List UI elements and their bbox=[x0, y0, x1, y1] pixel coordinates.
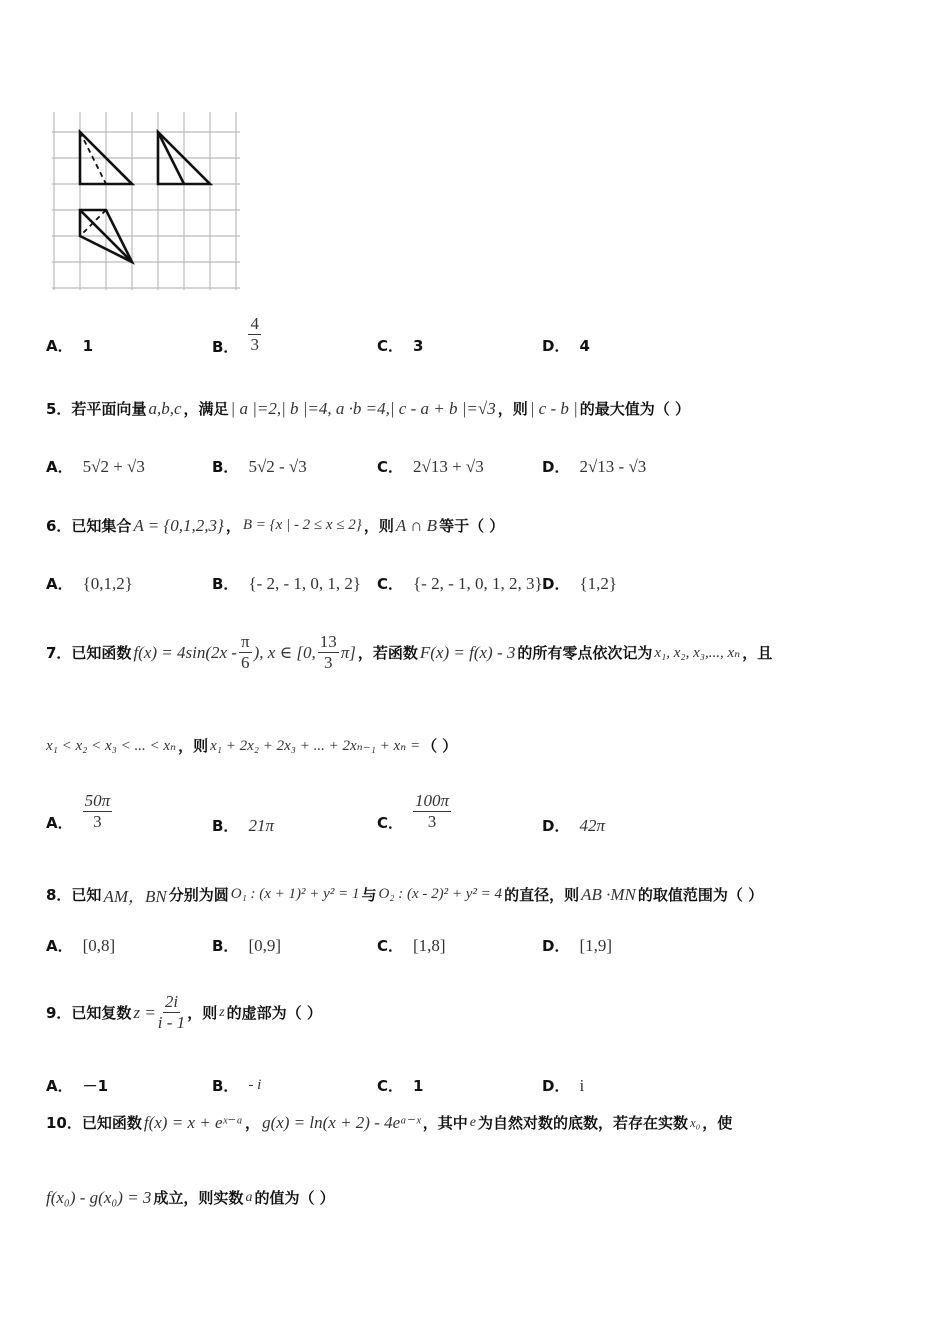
option-label: B． bbox=[212, 338, 239, 356]
option-label: C． bbox=[377, 575, 404, 593]
option-value: 2√13 + √3 bbox=[413, 456, 484, 476]
q5-text-3: ，则 bbox=[497, 400, 528, 418]
q6-option-a[interactable] bbox=[46, 573, 133, 594]
option-label: B． bbox=[212, 458, 239, 476]
q7-option-a[interactable] bbox=[46, 790, 112, 833]
q5-text-1: 5．若平面向量 bbox=[46, 400, 147, 418]
option-value: 5√2 + √3 bbox=[82, 456, 145, 476]
q10-text-1: 10．已知函数 bbox=[46, 1114, 142, 1132]
q9-option-d[interactable] bbox=[542, 1075, 584, 1096]
question-10 bbox=[46, 1112, 732, 1133]
q10-text-6: 成立，则实数 bbox=[153, 1189, 244, 1207]
question-5 bbox=[46, 398, 690, 419]
numerator: 100π bbox=[415, 791, 450, 810]
option-value: 21π bbox=[248, 815, 274, 835]
numerator: 50π bbox=[84, 791, 111, 810]
option-label: D． bbox=[542, 1077, 570, 1095]
option-value: [1,8] bbox=[413, 935, 446, 955]
q10-math-f: f(x) = x + eˣ⁻ᵃ bbox=[143, 1112, 244, 1132]
q8-option-d[interactable] bbox=[542, 935, 612, 956]
q8-text-2: 分别为圆 bbox=[168, 886, 229, 904]
q5-option-c[interactable] bbox=[377, 456, 484, 477]
q7-text-6: （ ） bbox=[422, 737, 458, 755]
q9-text-3: 的虚部为（ ） bbox=[226, 1004, 322, 1022]
q10-math-condition: f(x₀) - g(x₀) = 3 bbox=[46, 1187, 152, 1207]
option-label: C． bbox=[377, 814, 404, 832]
q4-option-d[interactable] bbox=[542, 335, 590, 356]
q7-math-sum: x₁ + 2x₂ + 2x₃ + ... + 2xₙ₋₁ + xₙ = bbox=[210, 738, 421, 754]
option-label: B． bbox=[212, 817, 239, 835]
option-value: - i bbox=[248, 1077, 262, 1093]
option-value: [0,8] bbox=[82, 935, 116, 955]
option-value: 3 bbox=[413, 336, 424, 355]
q5-math-target: | c - b | bbox=[529, 398, 578, 418]
q6-math-intersection: A ∩ B bbox=[395, 515, 438, 535]
q8-text-5: 的取值范围为（ ） bbox=[637, 886, 764, 904]
q5-option-b[interactable] bbox=[212, 456, 307, 477]
question-7-line-2 bbox=[46, 735, 457, 756]
q9-text-1: 9．已知复数 bbox=[46, 1004, 132, 1022]
denominator: 3 bbox=[250, 335, 259, 354]
q6-option-c[interactable] bbox=[377, 573, 543, 594]
numerator: 2i bbox=[164, 992, 179, 1011]
q10-math-e: e bbox=[469, 1114, 476, 1130]
q9-fraction bbox=[158, 992, 185, 1033]
option-label: A． bbox=[46, 1077, 73, 1095]
q6-text-3: ，则 bbox=[363, 517, 394, 535]
option-value: 2√13 - √3 bbox=[579, 456, 647, 476]
q7-fraction-pi-6 bbox=[239, 632, 252, 673]
q7-text-5: ，则 bbox=[178, 737, 209, 755]
option-value: {- 2, - 1, 0, 1, 2, 3} bbox=[413, 573, 543, 593]
q10-text-3: ，其中 bbox=[422, 1114, 468, 1132]
option-label: D． bbox=[542, 458, 570, 476]
q7-math-zeros: x₁, x₂, x₃,..., xₙ bbox=[654, 645, 741, 661]
fraction bbox=[248, 314, 261, 355]
q10-math-a: a bbox=[245, 1189, 253, 1205]
option-value: [1,9] bbox=[579, 935, 613, 955]
q7-text-2: ，若函数 bbox=[357, 644, 418, 662]
q6-math-set-a: A = {0,1,2,3} bbox=[133, 515, 224, 535]
option-value: 5√2 - √3 bbox=[248, 456, 307, 476]
q8-math-circle-1: O₁ : (x + 1)² + y² = 1 bbox=[230, 886, 360, 902]
q6-text-2: ， bbox=[225, 517, 241, 535]
q6-math-set-b: B = {x | - 2 ≤ x ≤ 2} bbox=[242, 517, 362, 533]
q7-math-f-part1: f(x) = 4sin(2x - bbox=[133, 642, 237, 662]
numerator: 4 bbox=[250, 314, 259, 333]
option-label: D． bbox=[542, 575, 570, 593]
option-label: C． bbox=[377, 337, 404, 355]
q5-text-4: 的最大值为（ ） bbox=[579, 400, 691, 418]
q9-text-2: ，则 bbox=[187, 1004, 218, 1022]
q8-text-4: 的直径，则 bbox=[504, 886, 580, 904]
q7-math-f-part3: π] bbox=[340, 642, 356, 662]
q6-text-4: 等于（ ） bbox=[439, 517, 505, 535]
option-value: －1 bbox=[82, 1077, 109, 1095]
q6-option-b[interactable] bbox=[212, 573, 361, 594]
q8-math-circle-2: O₂ : (x - 2)² + y² = 4 bbox=[378, 886, 503, 902]
option-value: 1 bbox=[82, 336, 94, 355]
option-label: A． bbox=[46, 458, 73, 476]
option-label: A． bbox=[46, 937, 73, 955]
q7-text-1: 7．已知函数 bbox=[46, 644, 132, 662]
q9-option-b[interactable] bbox=[212, 1075, 261, 1096]
q9-option-a[interactable] bbox=[46, 1075, 108, 1096]
option-label: D． bbox=[542, 337, 570, 355]
q8-option-c[interactable] bbox=[377, 935, 446, 956]
option-label: D． bbox=[542, 817, 570, 835]
q10-text-4: 为自然对数的底数，若存在实数 bbox=[477, 1114, 688, 1132]
q5-option-d[interactable] bbox=[542, 456, 646, 477]
option-value: 4 bbox=[579, 336, 590, 355]
q7-text-4: ，且 bbox=[742, 644, 773, 662]
q10-text-5: ，使 bbox=[702, 1114, 733, 1132]
option-label: B． bbox=[212, 575, 239, 593]
option-value: {- 2, - 1, 0, 1, 2} bbox=[248, 573, 362, 593]
question-9 bbox=[46, 992, 322, 1033]
option-label: A． bbox=[46, 814, 73, 832]
q9-math-z2: z bbox=[219, 1004, 225, 1020]
option-label: C． bbox=[377, 1077, 404, 1095]
q5-math-vectors: a,b,c bbox=[148, 398, 182, 418]
question-8 bbox=[46, 882, 763, 907]
q7-math-order: x₁ < x₂ < x₃ < ... < xₙ bbox=[46, 738, 177, 754]
q9-math-z: z = bbox=[133, 1002, 156, 1022]
question-7 bbox=[46, 632, 772, 673]
q5-math-conditions: | a |=2,| b |=4, a ·b =4,| c - a + b |=√3 bbox=[230, 398, 496, 418]
q10-math-x0: x₀ bbox=[689, 1114, 701, 1130]
q6-option-d[interactable] bbox=[542, 573, 617, 594]
option-value: 42π bbox=[579, 815, 605, 835]
q8-math-dot-product: AB ·MN bbox=[581, 884, 636, 904]
q7-math-F: F(x) = f(x) - 3 bbox=[419, 642, 516, 662]
denominator: 3 bbox=[323, 653, 333, 672]
q4-option-b[interactable] bbox=[212, 312, 261, 357]
question-6 bbox=[46, 515, 504, 536]
denominator: 3 bbox=[93, 812, 102, 831]
denominator: 6 bbox=[241, 653, 250, 672]
numerator: π bbox=[240, 632, 250, 651]
option-label: C． bbox=[377, 937, 404, 955]
denominator: 3 bbox=[427, 812, 437, 831]
q8-option-a[interactable] bbox=[46, 935, 115, 956]
option-value: {1,2} bbox=[579, 573, 618, 593]
option-label: B． bbox=[212, 937, 239, 955]
q7-option-c[interactable] bbox=[377, 790, 451, 833]
option-label: A． bbox=[46, 337, 73, 355]
option-value: i bbox=[579, 1075, 585, 1095]
option-value: [0,9] bbox=[248, 935, 282, 955]
question-10-line-2 bbox=[46, 1187, 335, 1208]
q8-math-diameters: AM，BN bbox=[103, 887, 167, 906]
three-view-figure bbox=[52, 112, 242, 292]
q7-text-3: 的所有零点依次记为 bbox=[517, 644, 653, 662]
option-label: A． bbox=[46, 575, 73, 593]
option-value: {0,1,2} bbox=[82, 573, 133, 593]
option-label: C． bbox=[377, 458, 404, 476]
q5-option-a[interactable] bbox=[46, 456, 145, 477]
q9-option-c[interactable] bbox=[377, 1075, 423, 1096]
q8-option-b[interactable] bbox=[212, 935, 281, 956]
numerator: 13 bbox=[319, 632, 337, 651]
q8-text-3: 与 bbox=[361, 886, 377, 904]
q7-option-b[interactable] bbox=[212, 815, 274, 836]
q10-text-7: 的值为（ ） bbox=[254, 1189, 335, 1207]
q6-text-1: 6．已知集合 bbox=[46, 517, 132, 535]
q5-text-2: ，满足 bbox=[183, 400, 229, 418]
q10-math-g: g(x) = ln(x + 2) - 4eᵃ⁻ˣ bbox=[262, 1112, 421, 1132]
option-label: B． bbox=[212, 1077, 239, 1095]
q7-option-d[interactable] bbox=[542, 815, 605, 836]
q4-option-a[interactable] bbox=[46, 335, 93, 356]
q10-text-2: ， bbox=[245, 1114, 261, 1132]
option-label: D． bbox=[542, 937, 570, 955]
q7-math-f-part2: ), x ∈ [0, bbox=[253, 642, 316, 662]
q8-text-1: 8．已知 bbox=[46, 886, 102, 904]
denominator: i - 1 bbox=[157, 1013, 186, 1032]
q4-option-c[interactable] bbox=[377, 335, 423, 356]
option-value: 1 bbox=[413, 1076, 424, 1095]
fraction bbox=[83, 791, 113, 832]
q7-fraction-13-3 bbox=[318, 632, 339, 673]
fraction bbox=[413, 791, 451, 832]
